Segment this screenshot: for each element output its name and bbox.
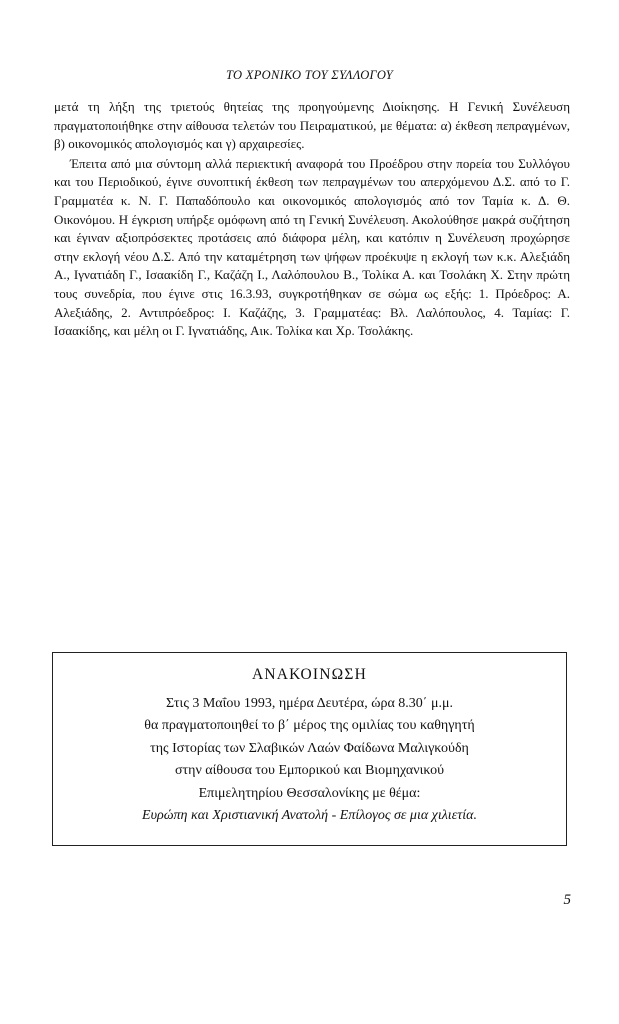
running-title: ΤΟ ΧΡΟΝΙΚΟ ΤΟΥ ΣΥΛΛΟΓΟΥ: [225, 68, 393, 82]
paragraph: μετά τη λήξη της τριετούς θητείας της προηγούμενης Διοίκησης. Η Γενική Συνέλευση πραγματοποιήθηκε στην αίθουσα τελετών του Πειραματικού, με θέματα: α) έκθεση πεπραγμένων, β) οικονομικός απολογισμός και γ) αρχαιρεσίες.: [54, 99, 570, 152]
paragraph: Έπειτα από μια σύντομη αλλά περιεκτική αναφορά του Προέδρου στην πορεία του Συλλόγου και του Περιοδικού, έγινε συνοπτική έκθεση των πεπραγμένων του απερχόμενου Δ.Σ. από το Γ. Γραμματέα κ. Ν. Γ. Παπαδόπουλο και οικονομικός απολογισμός από τον Ταμία κ. Δ. Θ. Οικονόμου. Η έγκριση υπήρξε ομόφωνη από τη Γενική Συνέλευση. Ακολούθησε μακρά συζήτηση και έγιναν αξιοπρόσεκτες προτάσεις από διάφορα μέλη, και κατόπιν η Συνέλευση προχώρησε στην εκλογή νέου Δ.Σ. Από την καταμέτρηση των ψήφων προέκυψε η εκλογή των κ.κ. Αλεξιάδη Α., Ιγνατιάδη Γ., Ισαακίδη Γ., Καζάζη Ι., Λαλόπουλου Β., Τολίκα Α. και Τσολάκη Χ. Στην πρώτη τους συνεδρία, που έγινε στις 16.3.93, συγκροτήθηκαν σε σώμα ως εξής: 1. Πρόεδρος: Α. Αλεξιάδης, 2. Αντιπρόεδρος: Ι. Καζάζης, 3. Γραμματέας: Βλ. Λαλόπουλος, 4. Ταμίας: Γ. Ισαακίδης, και μέλη οι Γ. Ιγνατιάδης, Αικ. Τολίκα και Χρ. Τσολάκης.: [54, 155, 570, 339]
announcement-line: θα πραγματοποιηθεί το β΄ μέρος της ομιλίας του καθηγητή: [144, 718, 475, 733]
announcement-title: ΑΝΑΚΟΙΝΩΣΗ: [252, 666, 367, 683]
announcement-topic: Ευρώπη και Χριστιανική Ανατολή - Επίλογος σε μια χιλιετία.: [142, 808, 477, 823]
article-body: [54, 98, 570, 341]
announcement-line: Επιμελητηρίου Θεσσαλονίκης με θέμα:: [198, 785, 421, 801]
announcement-line: στην αίθουσα του Εμπορικού και Βιομηχανικού: [174, 763, 445, 778]
page-number: 5: [563, 892, 571, 908]
announcement-line: της Ιστορίας των Σλαβικών Λαών Φαίδωνα Μαλιγκούδη: [150, 740, 469, 756]
announcement-box: [52, 652, 567, 846]
announcement-line: Στις 3 Μαΐου 1993, ημέρα Δευτέρα, ώρα 8.30΄ μ.μ.: [166, 695, 453, 711]
